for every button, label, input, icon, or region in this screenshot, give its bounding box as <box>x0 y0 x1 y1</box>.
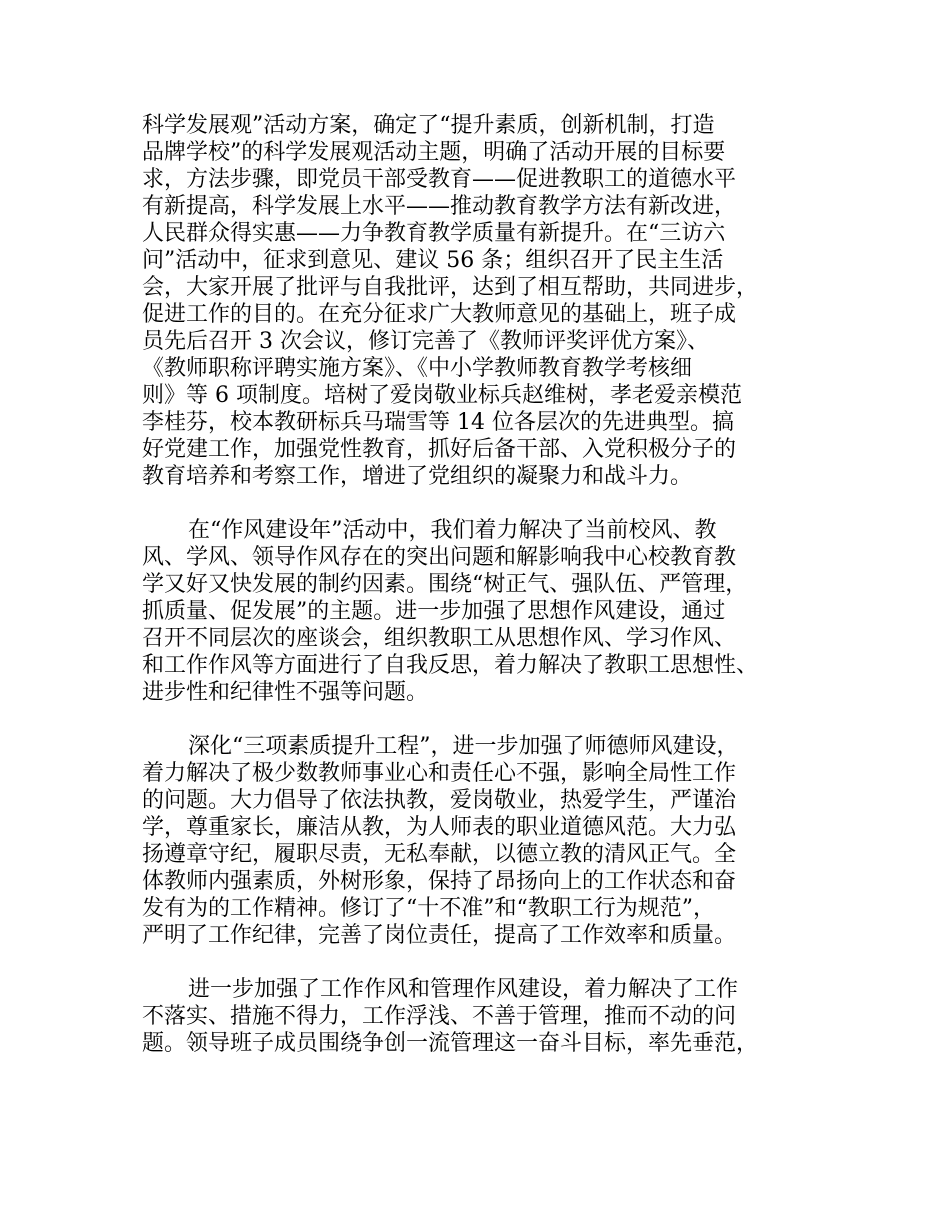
text-line: 严明了工作纪律，完善了岗位责任，提高了工作效率和质量。 <box>142 923 737 948</box>
text-line: 抓质量、促发展”的主题。进一步加强了思想作风建设，通过 <box>142 599 726 624</box>
document-body <box>142 112 832 1057</box>
text-line: 进步性和纪律性不强等问题。 <box>142 680 429 705</box>
text-line: 发有为的工作精神。修订了“十不准”和“教职工行为规范”， <box>142 896 715 921</box>
text-line: 促进工作的目的。在充分征求广大教师意见的基础上，班子成 <box>142 302 737 327</box>
text-line: 则》等 6 项制度。培树了爱岗敬业标兵赵维树，孝老爱亲模范 <box>142 383 742 408</box>
text-line: 《教师职称评聘实施方案》、《中小学教师教育教学考核细 <box>142 356 693 381</box>
paragraph-1 <box>142 112 832 490</box>
text-line: 扬遵章守纪，履职尽责，无私奉献，以德立教的清风正气。全 <box>142 842 737 867</box>
text-line: 风、学风、领导作风存在的突出问题和解影响我中心校教育教 <box>142 545 737 570</box>
text-line: 品牌学校”的科学发展观活动主题，明确了活动开展的目标要 <box>142 140 726 165</box>
text-line: 求，方法步骤，即党员干部受教育——促进教职工的道德水平 <box>142 167 737 192</box>
paragraph-3 <box>142 733 832 949</box>
text-line: 问”活动中，征求到意见、建议 56 条；组织召开了民主生活 <box>142 248 724 273</box>
text-line: 体教师内强素质，外树形象，保持了昂扬向上的工作状态和奋 <box>142 869 737 894</box>
paragraph-2 <box>142 517 832 706</box>
text-line: 在“作风建设年”活动中，我们着力解决了当前校风、教 <box>188 518 717 543</box>
text-line: 李桂芬，校本教研标兵马瑞雪等 14 位各层次的先进典型。搞 <box>142 410 734 435</box>
paragraph-gap <box>142 490 832 517</box>
paragraph-4 <box>142 976 832 1057</box>
text-line: 员先后召开 3 次会议，修订完善了《教师评奖评优方案》、 <box>142 329 709 354</box>
text-line: 会，大家开展了批评与自我批评，达到了相互帮助，共同进步， <box>142 275 759 300</box>
paragraph-gap <box>142 949 832 976</box>
text-line: 学，尊重家长，廉洁从教，为人师表的职业道德风范。大力弘 <box>142 815 737 840</box>
paragraph-gap <box>142 706 832 733</box>
text-line: 题。领导班子成员围绕争创一流管理这一奋斗目标，率先垂范， <box>142 1031 759 1056</box>
text-line: 有新提高，科学发展上水平——推动教育教学方法有新改进， <box>142 194 737 219</box>
text-line: 着力解决了极少数教师事业心和责任心不强，影响全局性工作 <box>142 761 737 786</box>
text-line: 深化“三项素质提升工程”，进一步加强了师德师风建设， <box>188 734 739 759</box>
text-line: 教育培养和考察工作，增进了党组织的凝聚力和战斗力。 <box>142 464 693 489</box>
text-line: 不落实、措施不得力，工作浮浅、不善于管理，推而不动的问 <box>142 1004 737 1029</box>
text-line: 人民群众得实惠——力争教育教学质量有新提升。在“三访六 <box>142 221 726 246</box>
text-line: 好党建工作，加强党性教育，抓好后备干部、入党积极分子的 <box>142 437 737 462</box>
text-line: 进一步加强了工作作风和管理作风建设，着力解决了工作 <box>188 977 739 1002</box>
text-line: 学又好又快发展的制约因素。围绕“树正气、强队伍、严管理， <box>142 572 748 597</box>
text-line: 的问题。大力倡导了依法执教，爱岗敬业，热爱学生，严谨治 <box>142 788 737 813</box>
text-line: 科学发展观”活动方案，确定了“提升素质，创新机制，打造 <box>142 113 715 138</box>
text-line: 召开不同层次的座谈会，组织教职工从思想作风、学习作风、 <box>142 626 737 651</box>
text-line: 和工作作风等方面进行了自我反思，着力解决了教职工思想性、 <box>142 653 759 678</box>
